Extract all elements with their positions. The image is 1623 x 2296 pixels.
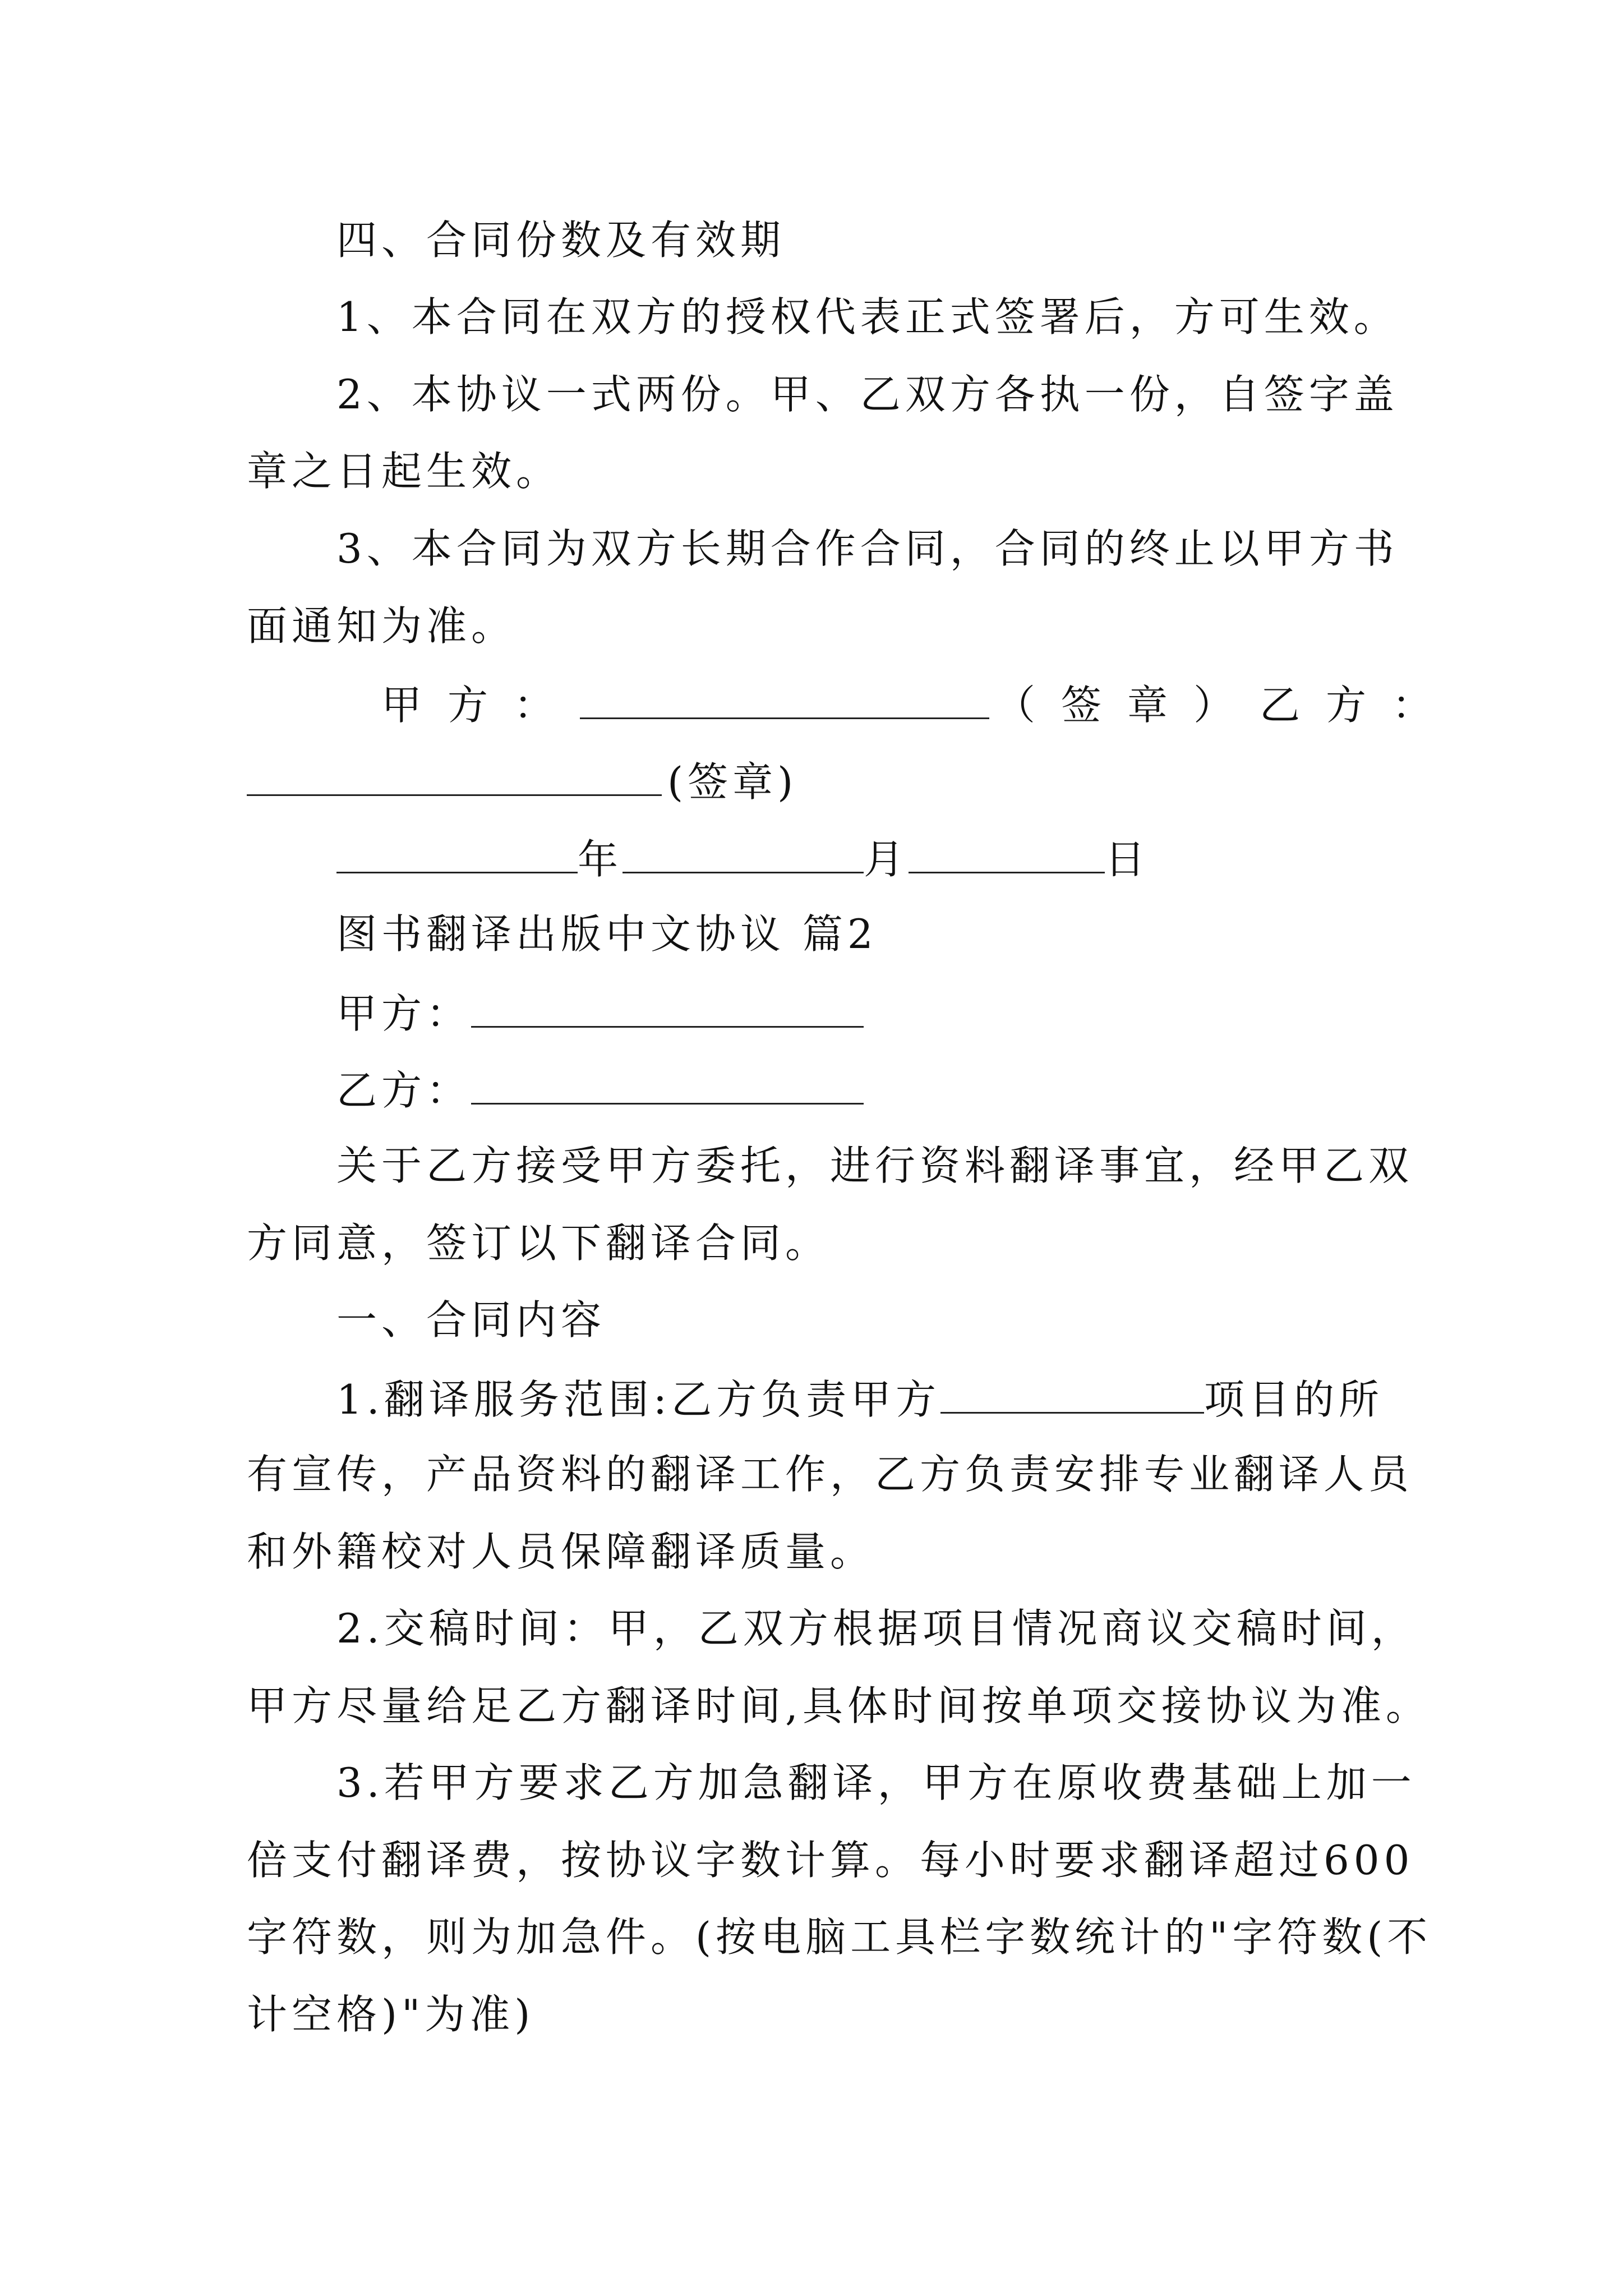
part2-party-a-label: 甲方： [336, 990, 472, 1037]
party-b-seal-label: (签章) [667, 758, 798, 806]
day-blank [909, 829, 1105, 873]
part2-party-a-row [336, 983, 864, 1042]
signature-row-1 [381, 675, 1458, 733]
section4-item2-line1: 2、本协议一式两份。甲、乙双方各执一份，自签字盖 [336, 371, 1399, 418]
section4-item1: 1、本合同在双方的授权代表正式签署后，方可生效。 [336, 293, 1399, 341]
clause3-line2: 倍支付翻译费，按协议字数计算。每小时要求翻译超过600 [247, 1837, 1414, 1884]
clause3-line4: 计空格)"为准) [247, 1991, 535, 2038]
clause2-line1: 2.交稿时间：甲，乙双方根据项目情况商议交稿时间， [336, 1605, 1416, 1652]
clause1-line3: 和外籍校对人员保障翻译质量。 [247, 1528, 875, 1575]
clause1-line2: 有宣传，产品资料的翻译工作，乙方负责安排专业翻译人员 [247, 1451, 1414, 1498]
party-a-signature-blank [580, 675, 989, 719]
clause1-line1-end: 项目的所 [1204, 1376, 1384, 1423]
part2-intro-line1: 关于乙方接受甲方委托，进行资料翻译事宜，经甲乙双 [336, 1142, 1414, 1189]
party-b-signature-label: 乙方： [1260, 682, 1459, 729]
part2-party-b-blank [471, 1060, 864, 1105]
section4-heading: 四、合同份数及有效期 [336, 217, 786, 264]
part2-party-a-blank [471, 983, 864, 1028]
month-label: 月 [864, 836, 909, 883]
clause1-line1-start: 1.翻译服务范围:乙方负责甲方 [336, 1376, 940, 1423]
clause3-line3: 字符数，则为加急件。(按电脑工具栏字数统计的"字符数(不 [247, 1913, 1432, 1961]
party-b-signature-blank [247, 752, 662, 796]
party-a-signature-label: 甲方： [381, 682, 580, 729]
month-blank [623, 829, 864, 873]
clause1-line1 [336, 1369, 1384, 1428]
clause2-line2: 甲方尽量给足乙方翻译时间,具体时间按单项交接协议为准。 [247, 1682, 1431, 1729]
part2-party-b-row [336, 1060, 864, 1119]
part2-section1-heading: 一、合同内容 [336, 1296, 606, 1343]
part2-party-b-label: 乙方： [336, 1067, 472, 1114]
year-blank [336, 829, 578, 873]
clause1-project-blank [940, 1369, 1204, 1414]
part2-intro-line2: 方同意，签订以下翻译合同。 [247, 1220, 831, 1267]
part2-title: 图书翻译出版中文协议 篇2 [336, 910, 878, 958]
signature-row-2 [247, 752, 797, 810]
section4-item2-line2: 章之日起生效。 [247, 448, 561, 495]
party-a-seal-label: （签章） [995, 682, 1260, 729]
date-row [336, 829, 1150, 887]
section4-item3-line2: 面通知为准。 [247, 602, 517, 650]
year-label: 年 [578, 836, 623, 883]
clause3-line1: 3.若甲方要求乙方加急翻译，甲方在原收费基础上加一 [336, 1759, 1416, 1806]
section4-item3-line1: 3、本合同为双方长期合作合同，合同的终止以甲方书 [336, 525, 1399, 572]
day-label: 日 [1105, 836, 1150, 883]
